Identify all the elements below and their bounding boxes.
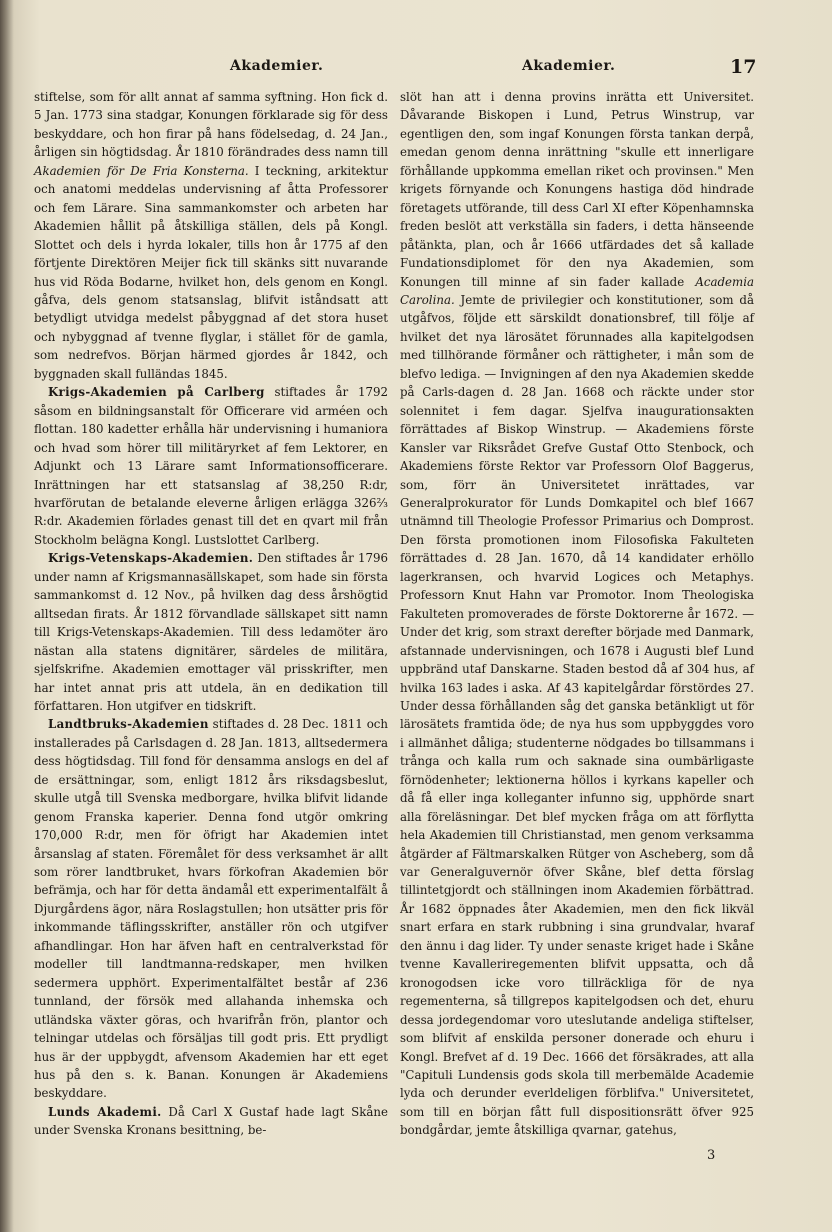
running-head-right: Akademier. <box>522 58 616 74</box>
paragraph-text: Jemte de privilegier och konstitutioner, som då utgåfvos, följde ett särskildt donationsbref, till följe af hvilket det nya lärosätet förunnades alla kapitelgodsen med tillhörande förmåner och rättigheter, i mån som de blefvo lediga. — Invigningen af den nya Akademien skedde på Carls-dagen d. 28 Jan. 1668 och räckte under stor solennitet i fem dagar. Sjelfva inaugurationsakten förrättades af Biskop Winstrup. — Akademiens förste Kansler var Riksrådet Grefve Gustaf Otto Stenbock, och Akademiens förste Rektor var Professorn Olof Baggerus, som, förr än Universitetet inrättades, var Generalprokurator för Lunds Domkapitel och blef 1667 utnämnd till Theologie Professor Primarius och Domprost. Den första promotionen inom Filosofiska Fakulteten förrättades d. 28 Jan. 1670, då 14 kandidater erhöllo lagerkransen, och hvarvid Logices och Metaphys. Professorn Knut Hahn var Promotor. Inom Theologiska Fakulteten promoverades de förste Doktorerne år 1672. — Under det krig, som straxt derefter började med Danmark, afstannade undervisningen, och 1678 i Augusti blef Lund uppbränd utaf Danskarne. Staden bestod då af 304 hus, af hvilka 163 lades i aska. Af 43 kapitelgårdar förstördes 27. Under dessa förhållanden såg det ganska betänkligt ut för lärosätets framtida öde; de nya hus som uppbyggdes voro i allmänhet dåliga; studenterne nödgades bo tillsammans i trånga och kalla rum och saknade sina oumbärligaste förnödenheter; lektionerna höllos i kyrkans kapeller och då få eller inga kolleganter infunno sig, upphörde snart alla föreläsningar. Det blef mycken fråga om att förflytta hela Akademien till Christianstad, men genom verksamma åtgärder af Fältmarskalken Rütger von Ascheberg, som då var Generalguvernör öfver Skåne, blef detta förslag tillintetgjordt och ställningen inom Akademien förbättrad. År 1682 öppnades åter Akademien, men den fick likväl snart erfara en stark rubbning i sina grundvalar, hvaraf den ännu i dag lider. Ty under senaste kriget hade i Skåne tvenne Kavalleriregementen blifvit uppsatta, och då kronogodsen icke voro tillräckliga för de nya regementerna, så tillgrepos kapitelgodsen och det, ehuru dessa jordegendomar voro uteslutande andeliga stiftelser, som blifvit af enskilda personer donerade och ehuru i Kongl. Brefvet af d. 19 Dec. 1666 det försäkrades, att alla "Capituli Lundensis gods skola till merbemälde Academie lyda och derunder everldeligen förblifva." Universitetet, som till en början fått full dispositionsrätt öfver 925 bondgårdar, jemte åtskilliga qvarnar, gatehus, <box>400 292 754 1138</box>
entry-title: Krigs-Akademien på Carlberg <box>48 385 265 400</box>
paragraph-text: stiftades d. 28 Dec. 1811 och installerades på Carlsdagen d. 28 Jan. 1813, alltsedermera dess högtidsdag. Till fond för densamma anslogs en del af de ersättningar, som, enligt 1812 års riksdagsbeslut, skulle utgå till Svenska medborgare, hvilka blifvit lidande genom Franska kaperier. Denna fond utgör omkring 170,000 R:dr, men för öfrigt har Akademien intet årsanslag af staten. Föremålet för dess verksamhet är allt som rörer landtbruket, hvars förkofran Akademien bör befrämja, och har för detta ändamål ett experimentalfält å Djurgårdens ägor, nära Roslagstullen; hon utsätter pris för inkommande täflingsskrifter, anställer rön och utgifver afhandlingar. Hon har äfven haft en centralverkstad för modeller till landtmanna-redskaper, men hvilken sedermera upphört. Experimentalfältet består af 236 tunnland, der försök med allahanda inhemska och utländska växter göras, och hvarifrån frön, plantor och telningar utdelas och försäljas till godt pris. Ett prydligt hus är der uppbygdt, afvensom Akademien har ett eget hus på den s. k. Banan. Konungen är Akademiens beskyddare. <box>34 717 388 1101</box>
paragraph-lunds-akademi-continued <box>400 88 754 1140</box>
paragraph-lunds-akademi <box>34 1103 388 1140</box>
paragraph-landtbruks-akademien <box>34 715 388 1103</box>
paragraph-text: slöt han att i denna provins inrätta ett Universitet. Dåvarande Biskopen i Lund, Petrus Winstrup, var egentligen den, som ingaf Konungen första tankan derpå, emedan genom denna inrättning "skulle ett innerligare förhållande uppkomma emellan riket och provinsen." Men krigets förnyande och Konungens hastiga död hindrade företagets utförande, till dess Carl XI efter Köpenhamnska freden beslöt att verkställa sin faders, i detta hänseende påtänkta, plan, och år 1666 utfärdades det så kallade Fundationsdiplomet för den nya Akademien, som Konungen till minne af sin fader kallade <box>400 90 754 289</box>
paragraph-text: stiftades år 1792 såsom en bildningsanstalt för Officerare vid arméen och flottan. 180 kadetter erhålla här undervisning i humaniora och hvad som hörer till militäryrket af fem Lektorer, en Adjunkt och 13 Lärare samt Informationsofficerare. Inrättningen har ett statsanslag af 38,250 R:dr, hvarförutan de betalande eleverne årligen erlägga 326⅔ R:dr. Akademien förlades genast till det en qvart mil från Stockholm belägna Kongl. Lustslottet Carlberg. <box>34 385 388 547</box>
left-column <box>34 88 388 1140</box>
paragraph-text: Då Carl X Gustaf hade lagt Skåne under Svenska Kronans besittning, be- <box>34 1104 388 1138</box>
right-column <box>400 88 754 1140</box>
italic-title: Academia Carolina. <box>400 274 754 307</box>
entry-title: Krigs-Vetenskaps-Akademien. <box>48 551 254 566</box>
entry-title: Landtbruks-Akademien <box>48 717 209 732</box>
entry-title: Lunds Akademi. <box>48 1104 162 1119</box>
paragraph-konstakademien <box>34 88 388 383</box>
signature-mark: 3 <box>707 1148 716 1163</box>
page-number: 17 <box>730 56 757 78</box>
running-head-left: Akademier. <box>230 58 324 74</box>
paragraph-krigs-vetenskaps-akademien <box>34 549 388 715</box>
italic-title: Akademien för De Fria Konsterna. <box>34 163 249 178</box>
paragraph-krigs-akademien <box>34 383 388 549</box>
paragraph-text: I teckning, arkitektur och anatomi meddelas undervisning af åtta Professorer och fem Lärare. Sina sammankomster och arbeten har Akademien hållit på åtskilliga ställen, dels på Kongl. Slottet och dels i hyrda lokaler, tills hon år 1775 af den förtjente Direktören Meijer fick till skänks sitt nuvarande hus vid Röda Bodarne, hvilket hon, dels genom en Kongl. gåfva, dels genom statsanslag, blifvit iståndsatt att betydligt utvidga medelst påbyggnad af det stora huset och nybyggnad af tvenne flyglar, i stället för de gamla, som nedrefvos. Början härmed gjordes år 1842, och byggnaden skall fulländas 1845. <box>34 163 388 381</box>
paragraph-text: Den stiftades år 1796 under namn af Krigsmannasällskapet, som hade sin första sammankomst d. 12 Nov., på hvilken dag dess årshögtid alltsedan firats. År 1812 förvandlade sällskapet sitt namn till Krigs-Vetenskaps-Akademien. Till dess ledamöter äro nästan alla statens dignitärer, särdeles de militära, sjelfskrifne. Akademien emottager väl prisskrifter, men har intet annat pris att utdela, än en dedikation till författaren. Hon utgifver en tidskrift. <box>34 551 388 713</box>
paragraph-text: stiftelse, som för allt annat af samma syftning. Hon fick d. 5 Jan. 1773 sina stadgar, Konungen förklarade sig för dess beskyddare, och hon firar på hans födelsedag, d. 24 Jan., årligen sin högtidsdag. År 1810 förändrades dess namn till <box>34 90 388 160</box>
